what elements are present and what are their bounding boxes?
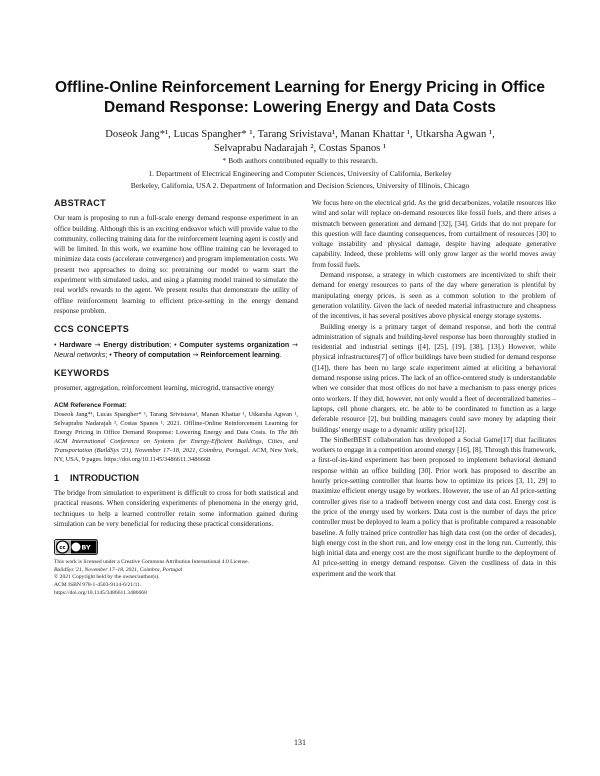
introduction-heading: 1 INTRODUCTION bbox=[54, 472, 139, 483]
keywords-heading: KEYWORDS bbox=[54, 368, 110, 379]
svg-text:BY: BY bbox=[81, 543, 91, 552]
ccs-heading: CCS CONCEPTS bbox=[54, 324, 130, 335]
keywords-text: prosumer, aggregation, reinforcement learning, microgrid, transactive energy bbox=[54, 384, 275, 393]
author-list bbox=[40, 128, 560, 156]
license-line-3: © 2021 Copyright held by the owner/author(s). bbox=[54, 574, 160, 581]
affiliation-line-2: Berkeley, California, USA 2. Department of Information and Decision Sciences, University of Illinois, Chicago bbox=[130, 181, 470, 190]
paper-title: Offline-Online Reinforcement Learning for Energy Pricing in Office Demand Response: Lowering Energy and Data Costs bbox=[54, 79, 546, 116]
license-doi-link[interactable]: https://doi.org/10.1145/3486611.3486668 bbox=[54, 589, 147, 596]
authors-line-1: Doseok Jang*¹, Lucas Spangher* ¹, Tarang Srivistava¹, Manan Khattar ¹, Utkarsha Agwan ¹, bbox=[105, 129, 495, 140]
body-paragraph: Building energy is a primary target of demand response, and both the central administration of signals and building-level response has been thoroughly studied in residential and industrial settings ([4], [25], [19], [38], [13].) However, while physical infrastructures[7] of office buildings have been studied for demand response ([14]), there has been no large scale experiment aimed at eliciting a behavioral demand response using prices. The lack of an office-centered study is understandable when we consider that most offices do not have a mechanism to pass energy prices onto workers. If they did, however, not only would a fleet of decentralized batteries – laptops, cell phone chargers, etc. be able to be coordinated to function as a large deferable resource [2], but building managers could save money by adapting their buildings' energy usage to a dynamic utility price[12]. bbox=[312, 322, 556, 434]
license-line-4: ACM ISBN 978-1-4503-9114-6/21/11. bbox=[54, 582, 142, 589]
acm-reference: ACM Reference Format: Doseok Jang*¹, Lucas Spangher* ¹, Tarang Srivistava¹, Manan Khattar ¹, Utkarsha Agwan ¹, Selvaprabu Nadarajah ², Costas Spanos ¹. 2021. Offline-Online Reinforcement Learning for Energy Pricing in Office Demand Response: Lowering Energy and Data Costs. In The 8th ACM International Conference on Systems for Energy-Efficient Buildings, Cities, and Transportation (BuildSys '21), November 17–18, 2021, Coimbra, Portugal. ACM, New York, NY, USA, 9 pages. https://doi.org/10.1145/3486611.3486668 bbox=[54, 401, 299, 463]
svg-text:cc: cc bbox=[59, 545, 66, 552]
abstract-heading: ABSTRACT bbox=[54, 198, 106, 208]
creative-commons-logo[interactable] bbox=[54, 539, 98, 555]
ccs-concepts: • Hardware → Energy distribution; • Computer systems organization → Neural networks; • Theory of computation → Reinforcement learning. bbox=[54, 339, 298, 359]
license-line-2: BuildSys '21, November 17–18, 2021, Coimbra, Portugal bbox=[54, 566, 183, 573]
affiliations bbox=[40, 168, 560, 192]
page-number: 131 bbox=[294, 738, 306, 747]
right-column bbox=[312, 198, 556, 579]
body-paragraph: We focus here on the electrical grid. As the grid decarbonizes, volatile resources like wind and solar will replace on-demand resources like fossil fuels, and there arises a mismatch between generation and demand [32], [34]. Grids that do not prepare for this question will face daunting consequences, from curtailment of resources [30] to voltage instability and physical damage, despite having adequate generative capability. Indeed, these problems will only grow larger as the world moves away from fossil fuels. bbox=[312, 199, 556, 269]
authors-line-2: Selvaprabu Nadarajah ², Costas Spanos ¹ bbox=[213, 143, 387, 154]
left-column bbox=[54, 198, 298, 597]
body-paragraph: The SinBerBEST collaboration has developed a Social Game[17] that facilitates workers to engage in a competition around energy [16], [8]. Through this framework, a first-of-its-kind experiment has been proposed to implement behavioral demand response within an office building [30]. Prior work has proposed to describe an hourly price-setting controller that learns how to optimize its prices [3, 11, 29] to maximize efficient energy usage by workers. However, the use of an AI price-setting controller gives rise to a tradeoff between energy cost and data cost. Energy cost is the price of the energy used by workers. Data cost is the number of days the price controller must be deployed to learn a policy that is profitable compared a reasonable baseline. A fully trained price controller has high data cost (on the order of decades), high energy cost in the short run, and low energy cost in the long run. Currently, this high initial data and energy cost are the most significant hurdle to the deployment of AI price-setting in energy demand response. Given the costliness of data in this experiment and the work that bbox=[312, 435, 556, 578]
equal-contribution-note: * Both authors contributed equally to this research. bbox=[222, 156, 378, 165]
license-block bbox=[54, 559, 298, 597]
affiliation-line-1: 1. Department of Electrical Engineering and Computer Sciences, University of California, Berkeley bbox=[148, 169, 452, 178]
body-paragraph: Demand response, a strategy in which customers are incentivized to shift their demand for energy resources to parts of the day where generation is plentiful by manipulating energy prices, is seen as a common solution to the problem of generation volatility. Given the lack of needed material infrastructure and cheapness of the incentives, it has several positives above physical energy storage systems. bbox=[312, 271, 556, 321]
introduction-text: The bridge from simulation to experiment is difficult to cross for both statistical and practical reasons. When considering experiments of phenomena in the energy grid, techniques to help a learned controller retain some information gained during simulation can be very beneficial for reducing these practical considerations. bbox=[54, 489, 298, 528]
abstract-text: Our team is proposing to run a full-scale energy demand response experiment in an office building. Although this is an exciting endeavor which will provide value to the community, collecting training data for the reinforcement learning agent is costly and will be limited. In this work, we examine how offline training can be leveraged to minimize data costs (accelerate convergence) and program implementation costs. We present two approaches to doing so: pretraining our model to warm start the experiment with simulated tasks, and using a planning model trained to simulate the real world's rewards to the agent. We present results that demonstrate the utility of offline reinforcement learning to efficient price-setting in the energy demand response problem. bbox=[54, 214, 298, 315]
acm-reference-heading: ACM Reference Format: bbox=[54, 401, 127, 409]
license-line-1: This work is licensed under a Creative Commons Attribution International 4.0 License. bbox=[54, 559, 249, 566]
